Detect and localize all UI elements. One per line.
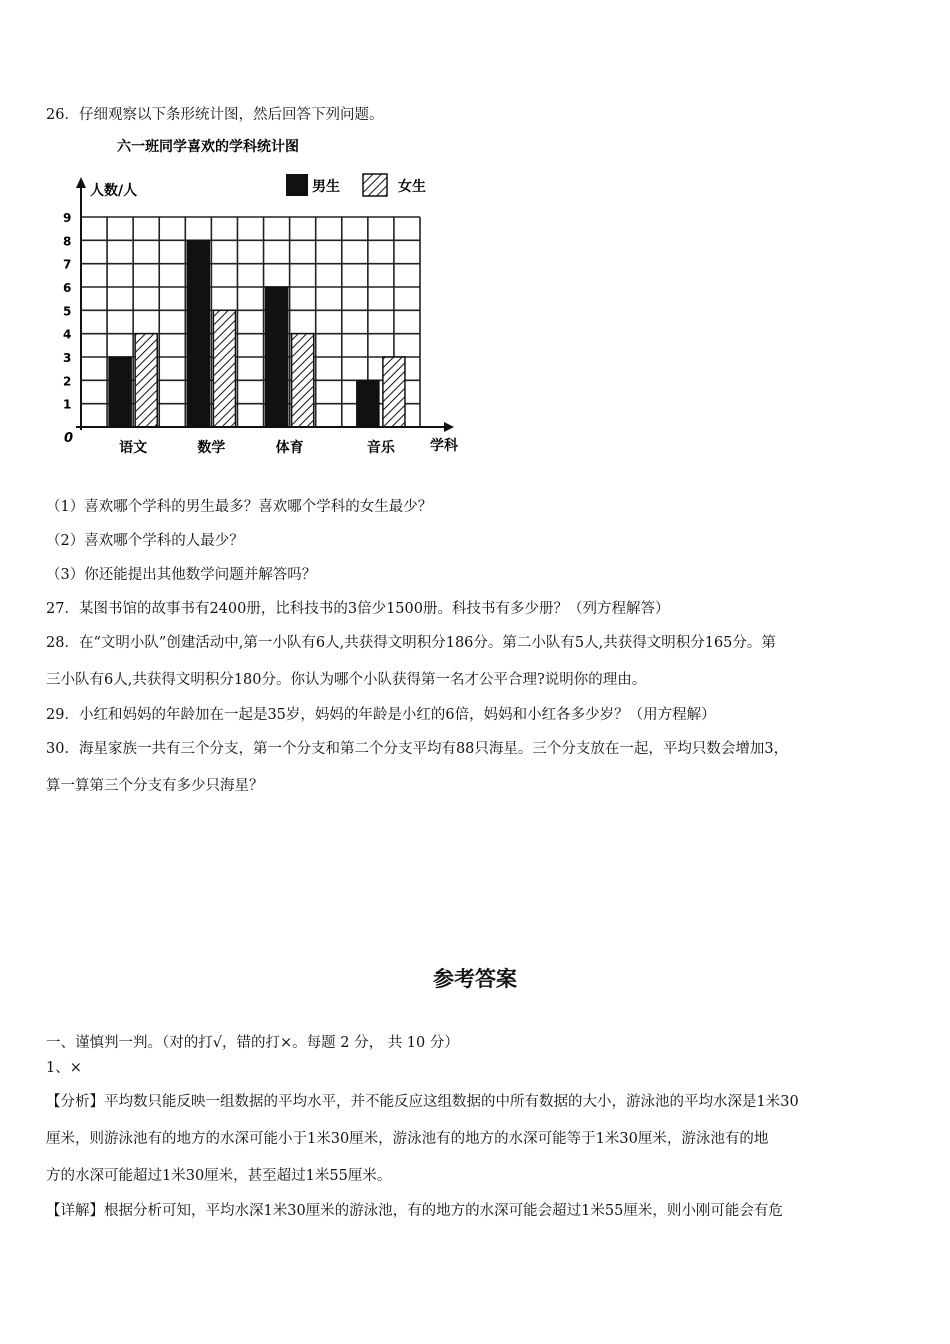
question-29: 29．小红和妈妈的年龄加在一起是35岁，妈妈的年龄是小红的6倍，妈妈和小红各多少岁？（用方程解）	[46, 707, 716, 723]
origin-label: 0	[64, 431, 74, 446]
legend-swatch-male	[286, 174, 308, 196]
answer-item-1: 1、×	[46, 1060, 82, 1076]
chart-title: 六一班同学喜欢的学科统计图	[117, 139, 299, 155]
bar-male-1	[109, 357, 131, 427]
y-tick-labels	[63, 211, 71, 412]
bar-female-2	[213, 310, 235, 427]
x-tick-label: 体育	[275, 440, 304, 456]
legend-label-male: 男生	[312, 179, 340, 195]
y-tick-label: 1	[63, 397, 72, 412]
answer-section-1: 一、谨慎判一判。（对的打√，错的打×。每题 2 分， 共 10 分）	[46, 1035, 459, 1051]
bar-male-3	[266, 287, 288, 427]
question-27: 27．某图书馆的故事书有2400册，比科技书的3倍少1500册。科技书有多少册？（列方程解答）	[46, 601, 670, 617]
y-tick-label: 2	[63, 374, 72, 389]
question-26-sub2: （2）喜欢哪个学科的人最少？	[46, 533, 244, 549]
y-tick-label: 4	[63, 327, 72, 342]
analysis-line-2: 厘米，则游泳池有的地方的水深可能小于1米30厘米，游泳池有的地方的水深可能等于1米30厘米，游泳池有的地	[46, 1131, 769, 1147]
bar-male-4	[357, 380, 379, 427]
x-axis-arrow	[444, 422, 454, 432]
x-tick-label: 数学	[197, 440, 226, 456]
bar-male-2	[187, 240, 209, 427]
question-28-line2: 三小队有6人,共获得文明积分180分。你认为哪个小队获得第一名才公平合理?说明你的理由。	[46, 672, 647, 688]
detail-line-1: 【详解】根据分析可知，平均水深1米30厘米的游泳池，有的地方的水深可能会超过1米55厘米，则小刚可能会有危	[46, 1203, 783, 1219]
question-30-line2: 算一算第三个分支有多少只海星？	[46, 778, 264, 794]
y-tick-label: 3	[63, 351, 72, 365]
bar-chart	[58, 132, 478, 462]
bar-female-1	[135, 334, 157, 427]
analysis-line-3: 方的水深可能超过1米30厘米，甚至超过1米55厘米。	[46, 1168, 392, 1184]
x-axis-label: 学科	[430, 438, 458, 454]
question-26-sub1: （1）喜欢哪个学科的男生最多？喜欢哪个学科的女生最少？	[46, 499, 433, 515]
y-tick-label: 8	[63, 234, 72, 249]
bar-female-4	[383, 357, 405, 427]
x-tick-labels	[119, 439, 396, 456]
y-tick-label: 9	[63, 211, 72, 225]
chart-legend	[286, 174, 426, 196]
question-26-sub3: （3）你还能提出其他数学问题并解答吗？	[46, 567, 317, 583]
x-tick-label: 音乐	[366, 440, 395, 456]
bar-female-3	[292, 334, 314, 427]
analysis-line-1: 【分析】平均数只能反映一组数据的平均水平，并不能反应这组数据的中所有数据的大小，游泳池的平均水深是1米30	[46, 1094, 799, 1110]
question-28-line1: 28．在“文明小队”创建活动中,第一小队有6人,共获得文明积分186分。第二小队有5人,共获得文明积分165分。第	[46, 635, 776, 651]
y-axis-label: 人数/人	[90, 183, 138, 199]
y-axis-arrow	[76, 177, 86, 188]
legend-label-female: 女生	[398, 179, 426, 195]
y-tick-label: 5	[63, 304, 72, 319]
y-tick-label: 7	[63, 257, 72, 272]
x-tick-label: 语文	[119, 440, 148, 456]
question-30-line1: 30．海星家族一共有三个分支，第一个分支和第二个分支平均有88只海星。三个分支放在一起，平均只数会增加3，	[46, 741, 789, 757]
question-26: 26．仔细观察以下条形统计图，然后回答下列问题。	[46, 107, 384, 123]
legend-swatch-female	[363, 174, 387, 196]
y-tick-label: 6	[63, 281, 72, 295]
answers-title: 参考答案	[433, 967, 517, 991]
